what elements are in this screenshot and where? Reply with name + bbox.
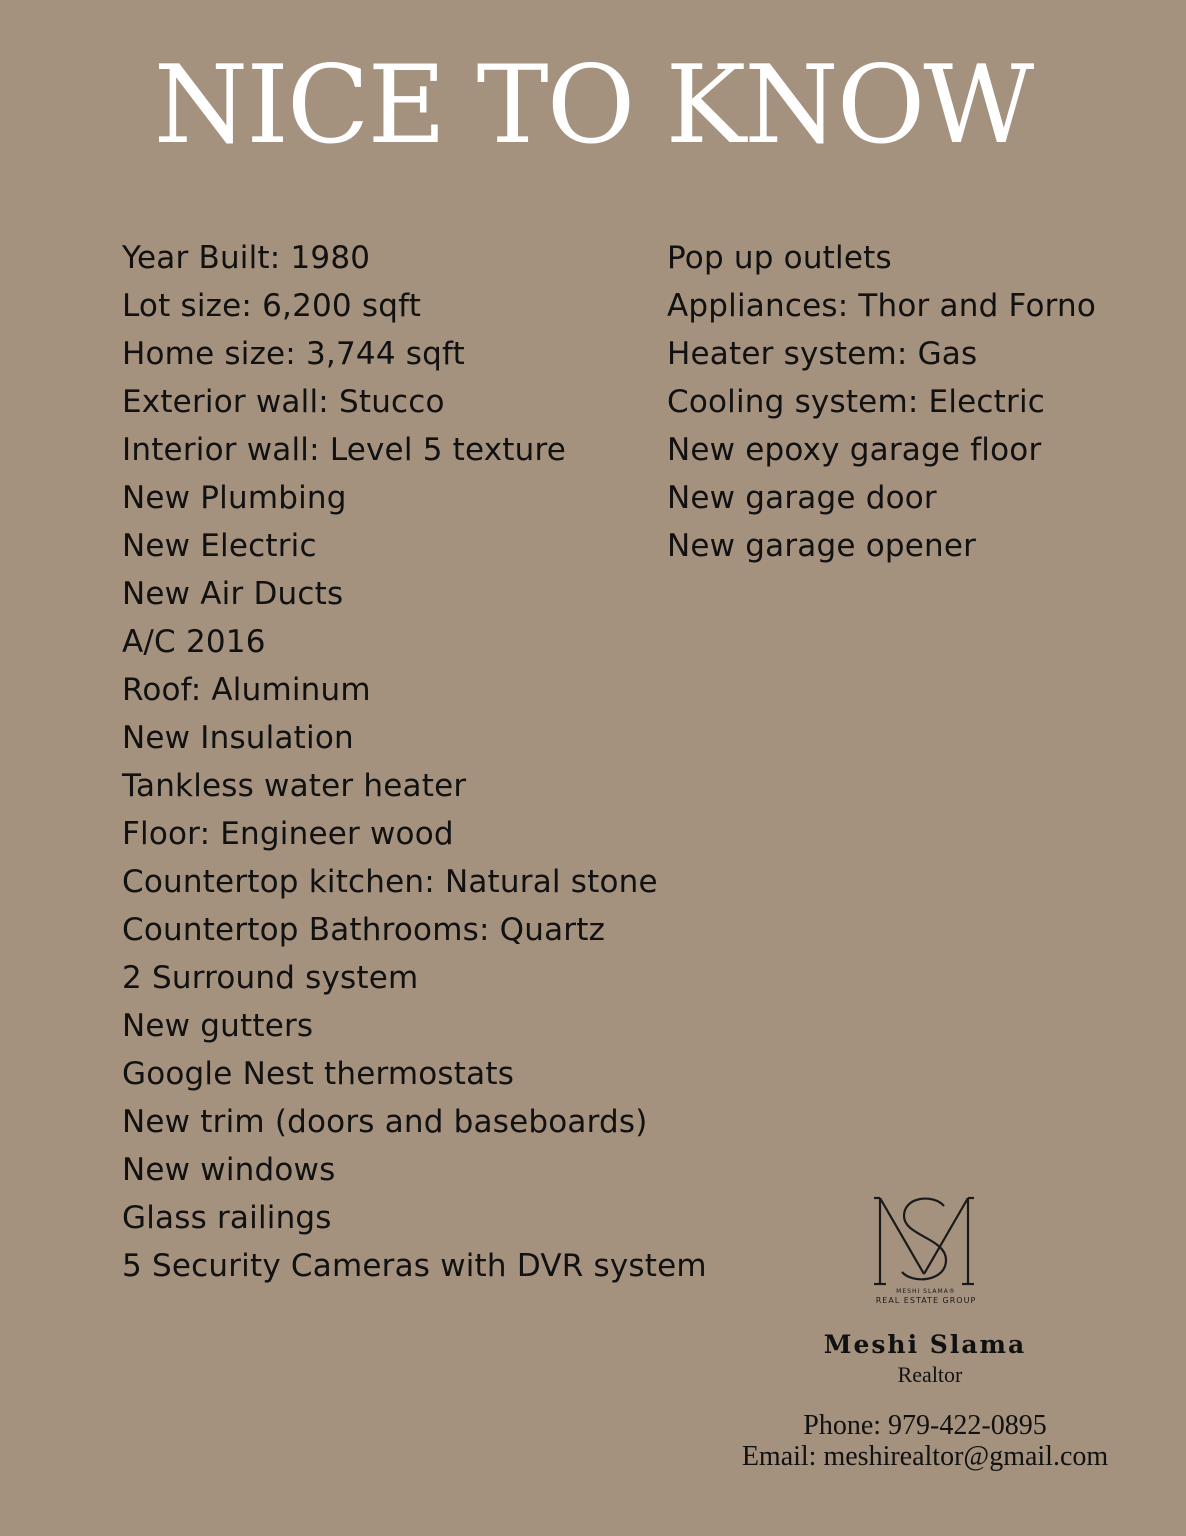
list-item: Pop up outlets <box>667 240 892 276</box>
features-list-right <box>667 234 1167 570</box>
list-item: 2 Surround system <box>122 960 419 996</box>
list-item: Countertop kitchen: Natural stone <box>122 864 658 900</box>
agent-email: Email: meshirealtor@gmail.com <box>741 1441 1109 1472</box>
logo-text-line1: MESHI SLAMA® <box>896 1288 956 1295</box>
list-item: New Plumbing <box>122 480 347 516</box>
list-item: New epoxy garage floor <box>667 432 1042 468</box>
list-item: Interior wall: Level 5 texture <box>122 432 567 468</box>
list-item: Heater system: Gas <box>667 336 978 372</box>
list-item: Lot size: 6,200 sqft <box>122 288 422 324</box>
list-item: Glass railings <box>122 1200 332 1236</box>
page-title: NICE TO KNOW <box>153 43 1033 168</box>
list-item: Home size: 3,744 sqft <box>122 336 465 372</box>
list-item: Year Built: 1980 <box>122 240 371 276</box>
monogram-icon <box>864 1192 988 1288</box>
list-item: New Insulation <box>122 720 354 756</box>
list-item: Roof: Aluminum <box>122 672 371 708</box>
list-item: Cooling system: Electric <box>667 384 1046 420</box>
list-item: New gutters <box>122 1008 314 1044</box>
list-item: 5 Security Cameras with DVR system <box>122 1248 707 1284</box>
ms-monogram-logo <box>864 1192 988 1316</box>
list-item: Appliances: Thor and Forno <box>667 288 1097 324</box>
list-item: New garage door <box>667 480 937 516</box>
list-item: Exterior wall: Stucco <box>122 384 445 420</box>
logo-text-line2: REAL ESTATE GROUP <box>875 1296 977 1305</box>
list-item: Floor: Engineer wood <box>122 816 454 852</box>
agent-phone: Phone: 979-422-0895 <box>803 1410 1047 1441</box>
list-item: New garage opener <box>667 528 977 564</box>
list-item: A/C 2016 <box>122 624 266 660</box>
list-item: New windows <box>122 1152 336 1188</box>
agent-name: Meshi Slama <box>823 1330 1027 1359</box>
list-item: New trim (doors and baseboards) <box>122 1104 648 1140</box>
features-list-left <box>122 234 707 1290</box>
list-item: Google Nest thermostats <box>122 1056 515 1092</box>
list-item: New Electric <box>122 528 317 564</box>
list-item: New Air Ducts <box>122 576 344 612</box>
list-item: Tankless water heater <box>122 768 467 804</box>
agent-title: Realtor <box>897 1362 963 1387</box>
list-item: Countertop Bathrooms: Quartz <box>122 912 606 948</box>
